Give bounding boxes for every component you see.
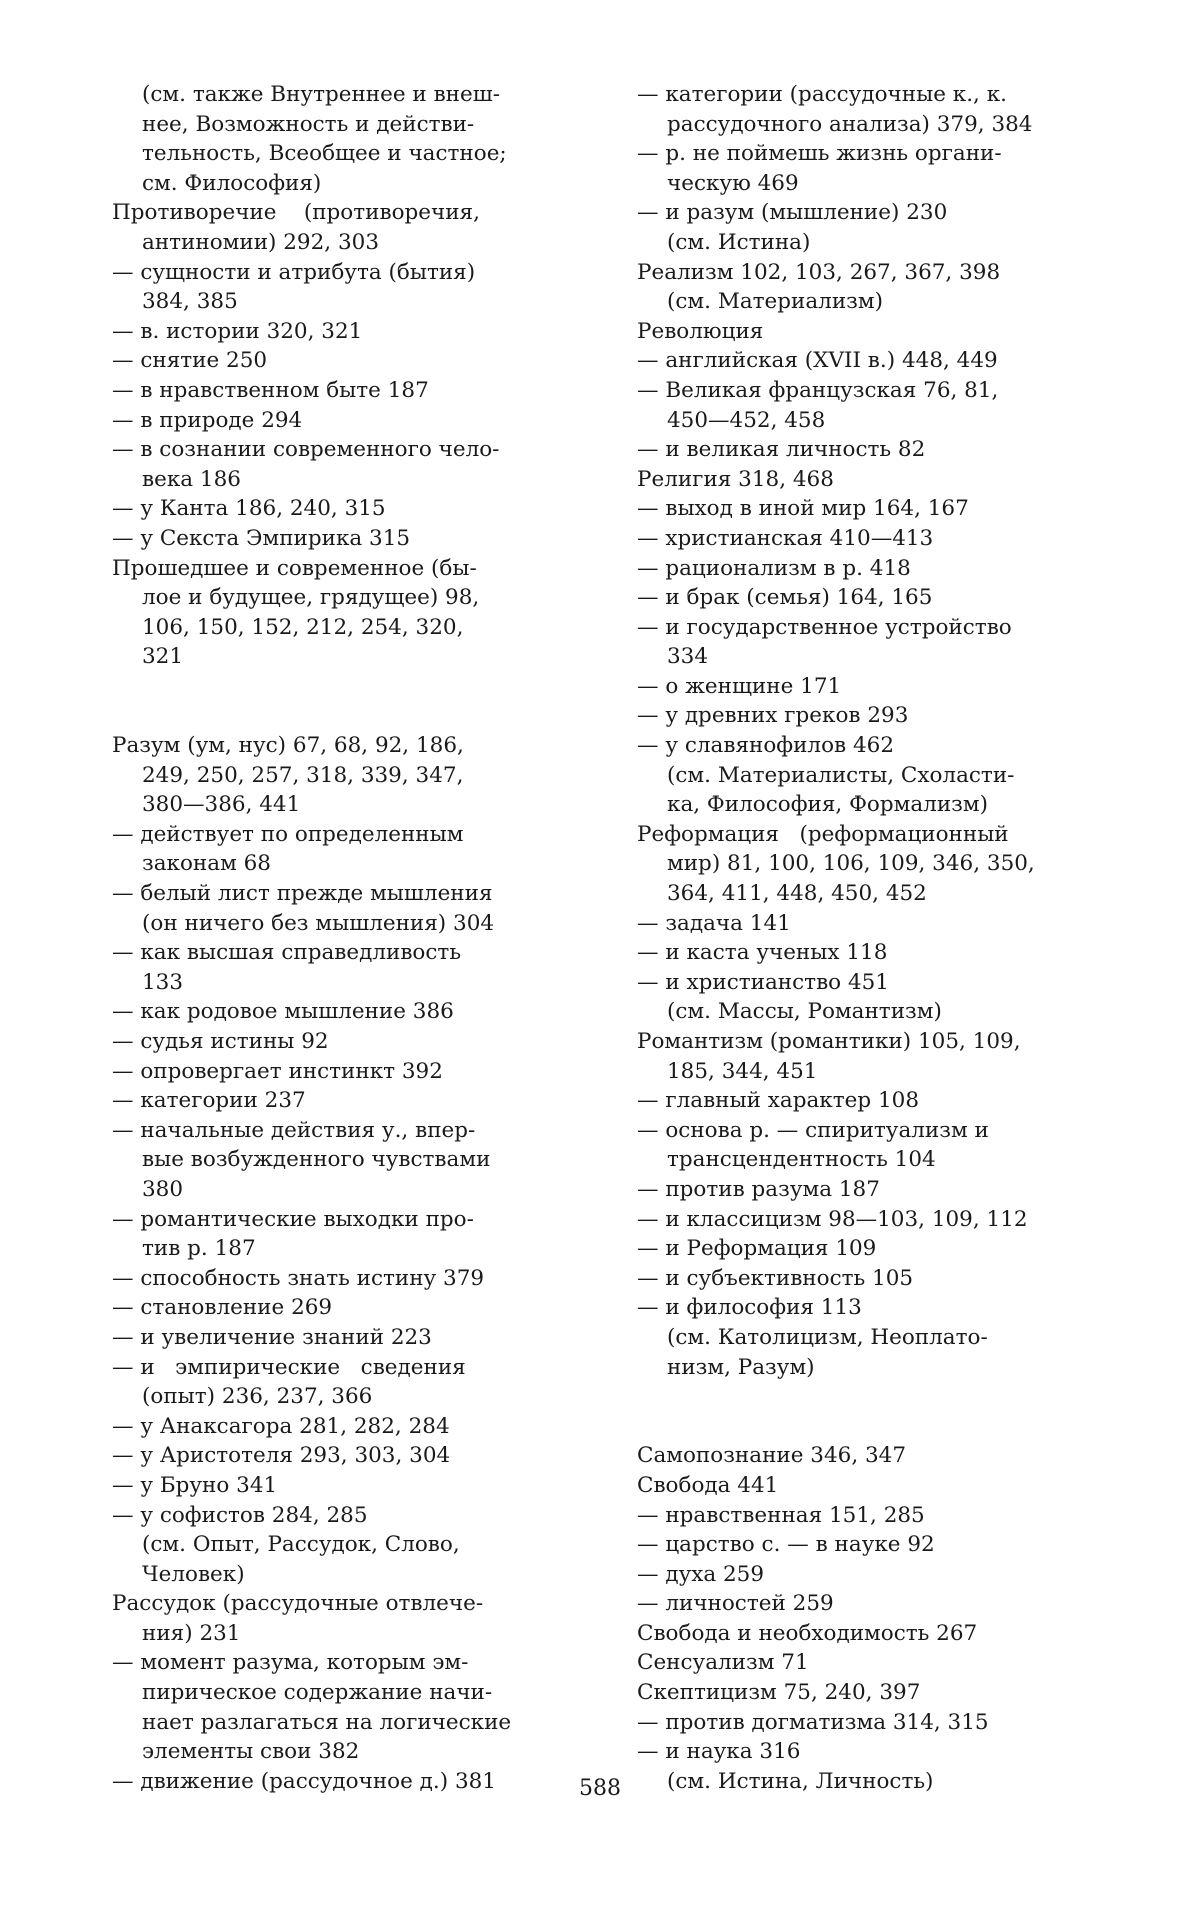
index-entry-line: — о женщине 171 [637,673,842,699]
index-entry-line: Прошедшее и современное (бы- [112,555,477,581]
index-entry-line: — нравственная 151, 285 [637,1502,925,1528]
index-entry-line: вые возбужденного чувствами [142,1147,491,1173]
index-entry-line: 185, 344, 451 [667,1058,818,1084]
index-entry-line: (см. Опыт, Рассудок, Слово, [142,1532,460,1558]
index-entry-line: — действует по определенным [112,821,464,847]
index-entry-line: — у Аристотеля 293, 303, 304 [112,1443,451,1469]
index-entry-line: — в нравственном быте 187 [112,377,429,403]
index-entry-line: 380—386, 441 [142,792,301,818]
index-entry-line: тив р. 187 [142,1236,256,1262]
index-entry-line: Сенсуализм 71 [637,1650,809,1676]
index-entry-line: Человек) [142,1561,245,1587]
index-entry-line: — в природе 294 [112,407,303,433]
index-entry-line: — снятие 250 [112,348,268,374]
index-entry-line: — у славянофилов 462 [637,733,895,759]
index-entry-line: Свобода и необходимость 267 [637,1620,978,1646]
index-entry-line: — момент разума, которым эм- [112,1650,469,1676]
index-entry-line: мир) 81, 100, 106, 109, 346, 350, [667,851,1035,877]
index-entry-line: см. Философия) [142,170,322,196]
index-entry-line: тельность, Всеобщее и частное; [142,141,507,167]
index-entry-line: (см. Материалисты, Схоласти- [667,762,1015,788]
index-entry-line: — судья истины 92 [112,1029,329,1054]
index-entry-line: Разум (ум, нус) 67, 68, 92, 186, [112,733,464,759]
index-entry-line: — и наука 316 [637,1739,801,1765]
blank-line [112,672,567,702]
index-entry-line: 321 [142,644,184,670]
index-entry-line: (см. Истина, Личность) [667,1768,934,1794]
index-entry-line: (см. Массы, Романтизм) [667,999,942,1025]
index-entry-line: — категории (рассудочные к., к. [637,82,1007,107]
index-entry-line: Реформация (реформационный [637,821,1009,847]
index-entry-line: законам 68 [142,851,271,877]
index-entry-line: — выход в иной мир 164, 167 [637,496,969,522]
index-entry-line: — р. не поймешь жизнь органи- [637,141,1002,167]
index-entry-line: — и христианство 451 [637,969,889,995]
index-entry-line: 364, 411, 448, 450, 452 [667,881,927,907]
index-entry-line: — у Бруно 341 [112,1472,278,1498]
index-entry-line: (см. Католицизм, Неоплато- [667,1324,988,1350]
index-entry-line: — Великая французская 76, 81, [637,377,999,403]
index-entry-line: Самопознание 346, 347 [637,1443,907,1469]
index-entry-line: — царство с. — в науке 92 [637,1532,935,1558]
index-entry-line: — в сознании современного чело- [112,437,500,463]
index-entry-line: — и субъективность 105 [637,1265,914,1291]
index-entry-line: Религия 318, 468 [637,466,834,492]
index-entry-line: нее, Возможность и действи- [142,111,475,137]
index-column-right [637,80,1092,1796]
index-entry-line: — и классицизм 98—103, 109, 112 [637,1206,1028,1232]
index-entry-line: — как высшая справедливость [112,940,462,966]
index-entry-line: 334 [667,644,709,670]
index-entry-line: 106, 150, 152, 212, 254, 320, [142,614,464,640]
index-entry-line: Скептицизм 75, 240, 397 [637,1680,921,1706]
index-entry-line: — у софистов 284, 285 [112,1502,368,1528]
index-entry-line: — начальные действия у., впер- [112,1117,476,1143]
index-entry-line: — против разума 187 [637,1176,880,1202]
index-entry-line: (он ничего без мышления) 304 [142,910,495,936]
index-entry-line: — у Анаксагора 281, 282, 284 [112,1413,450,1439]
index-entry-line: — у древних греков 293 [637,703,909,729]
index-entry-line: — личностей 259 [637,1591,834,1617]
index-entry-line: (см. Истина) [667,229,811,255]
index-entry-line: — и разум (мышление) 230 [637,200,948,226]
index-entry-line: рассудочного анализа) 379, 384 [667,111,1033,137]
index-entry-line: Революция [637,318,764,344]
index-entry-line: — задача 141 [637,910,791,936]
index-entry-line: лое и будущее, грядущее) 98, [142,585,480,611]
index-entry-line: — английская (XVII в.) 448, 449 [637,348,998,374]
index-entry-line: — против догматизма 314, 315 [637,1709,989,1735]
index-entry-line: ка, Философия, Формализм) [667,792,988,818]
blank-line [112,701,567,731]
index-entry-line: — движение (рассудочное д.) 381 [112,1768,496,1794]
index-entry-line: — категории 237 [112,1088,306,1114]
index-entry-line: 450—452, 458 [667,407,826,433]
index-entry-line: — белый лист прежде мышления [112,881,493,907]
index-entry-line: — основа р. — спиритуализм и [637,1117,989,1143]
index-entry-line: — у Секста Эмпирика 315 [112,525,411,551]
index-entry-line: века 186 [142,466,241,492]
index-entry-line: Реализм 102, 103, 267, 367, 398 [637,259,1001,285]
index-entry-line: трансцендентность 104 [667,1147,936,1173]
index-entry-line: 380 [142,1176,184,1202]
index-entry-line: — опровергает инстинкт 392 [112,1058,443,1084]
index-entry-line: — главный характер 108 [637,1088,919,1114]
index-entry-line: — становление 269 [112,1295,333,1321]
index-entry-line: антиномии) 292, 303 [142,229,379,255]
index-entry-line: — у Канта 186, 240, 315 [112,496,386,522]
index-entry-line: Свобода 441 [637,1472,779,1498]
index-entry-line: нает разлагаться на логические [142,1709,512,1735]
index-entry-line: — способность знать истину 379 [112,1265,485,1291]
index-entry-line: 133 [142,969,184,995]
index-entry-line: элементы свои 382 [142,1739,360,1765]
index-entry-line: низм, Разум) [667,1354,815,1380]
blank-line [637,1382,1092,1412]
index-entry-line: — в. истории 320, 321 [112,318,363,344]
index-entry-line: — духа 259 [637,1561,765,1587]
page-number: 588 [579,1776,621,1801]
index-entry-line: — и философия 113 [637,1295,862,1321]
index-entry-line: пирическое содержание начи- [142,1680,493,1706]
index-entry-line: — романтические выходки про- [112,1206,474,1232]
index-column-left [112,80,567,1796]
index-entry-line: — и великая личность 82 [637,437,926,463]
index-entry-line: ния) 231 [142,1620,241,1646]
index-entry-line: — и брак (семья) 164, 165 [637,585,933,611]
index-entry-line: — рационализм в р. 418 [637,555,911,581]
index-entry-line: 249, 250, 257, 318, 339, 347, [142,762,464,788]
index-entry-line: — и эмпирические сведения [112,1354,466,1380]
index-entry-line: Романтизм (романтики) 105, 109, [637,1029,1021,1054]
index-entry-line: — и Реформация 109 [637,1236,877,1262]
blank-line [637,1412,1092,1442]
index-entry-line: — и каста ученых 118 [637,940,888,966]
index-entry-line: — и государственное устройство [637,614,1012,640]
index-entry-line: ческую 469 [667,170,799,196]
index-entry-line: (см. Материализм) [667,289,884,315]
index-entry-line: 384, 385 [142,289,238,315]
index-entry-line: (опыт) 236, 237, 366 [142,1384,373,1410]
index-entry-line: Противоречие (противоречия, [112,200,480,226]
index-entry-line: — христианская 410—413 [637,525,934,551]
index-entry-line: — и увеличение знаний 223 [112,1324,432,1350]
index-entry-line: — как родовое мышление 386 [112,999,454,1025]
index-entry-line: (см. также Внутреннее и внеш- [142,82,500,107]
index-entry-line: — сущности и атрибута (бытия) [112,259,476,285]
index-entry-line: Рассудок (рассудочные отвлече- [112,1591,484,1617]
